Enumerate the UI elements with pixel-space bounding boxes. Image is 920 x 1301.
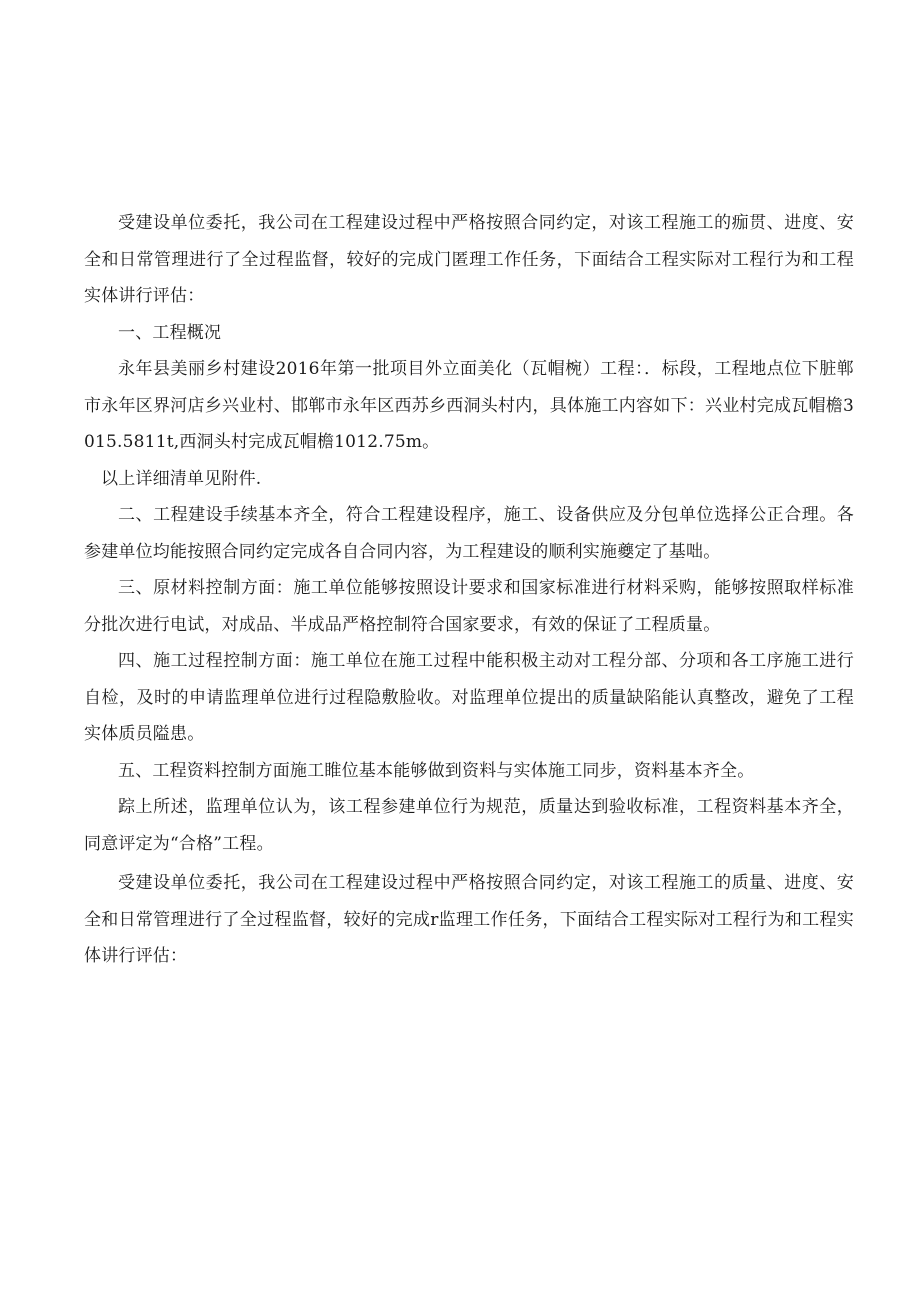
- section-4-paragraph: 四、施工过程控制方面：施工单位在施工过程中能积极主动对工程分部、分项和各工序施工进行自检，及时的申请监理单位进行过程隐敷脸收。对监理单位提出的质量缺陷能认真整改，避免了工程实体质员隘患。: [84, 651, 854, 744]
- intro-repeat-paragraph: 受建设单位委托，我公司在工程建设过程中严格按照合同约定，对该工程施工的质量、进度、安全和日常管理进行了全过程监督，较好的完成r监理工作任务，下面结合工程实际对工程行为和工程实体讲行评估：: [84, 873, 854, 966]
- section-2-paragraph: 二、工程建设手续基本齐全，符合工程建设程序，施工、设备供应及分包单位选择公正合理。各参建单位均能按照合同约定完成各自合同内容，为工程建设的顺利实施夔定了基咄。: [84, 505, 854, 562]
- project-overview-paragraph: 永年县美丽乡村建设2016年第一批项目外立面美化（瓦帽椀）工程：．标段，工程地点位下脏郸市永年区界河店乡兴业村、邯郸市永年区西苏乡西洞头村内，具体施工内容如下：兴业村完成瓦帽檐3015.5811t,西洞头村完成瓦帽檐1012.75m。: [84, 359, 854, 452]
- section-3-paragraph: 三、原材料控制方面：施工单位能够按照设计要求和国家标准进行材料采购，能够按照取样标准分批次进行电试，对成品、半成品严格控制符合国家要求，有效的保证了工程质量。: [84, 578, 854, 635]
- conclusion-paragraph: 踪上所述，监理单位认为，该工程参建单位行为规范，质量达到验收标准，工程资料基本齐全，同意评定为“合格”工程。: [84, 797, 854, 854]
- intro-paragraph: 受建设单位委托，我公司在工程建设过程中严格按照合同约定，对该工程施工的痂贯、进度、安全和日常管理进行了全过程监督，较好的完成门匿理工作任务，下面结合工程实际对工程行为和工程实体讲行评估：: [84, 213, 854, 306]
- section-5-paragraph: 五、工程资料控制方面施工睢位基本能够做到资料与实体施工同步，资料基本齐全。: [118, 760, 755, 781]
- document-body: [84, 205, 854, 975]
- appendix-note: 以上详细清单见附件.: [101, 468, 262, 489]
- section-1-heading: 一、工程概况: [118, 322, 222, 343]
